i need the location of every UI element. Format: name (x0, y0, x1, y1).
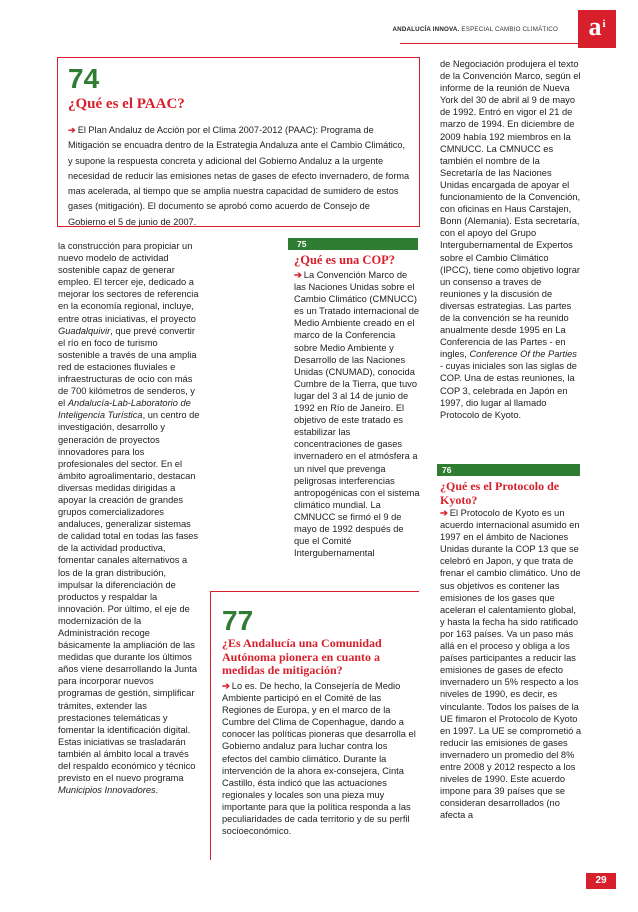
question-76-number: 76 (437, 464, 580, 476)
question-74-number: 74 (68, 63, 100, 94)
header-section-text: ESPECIAL CAMBIO CLIMÁTICO (461, 26, 558, 33)
question-77-number: 77 (222, 605, 254, 636)
question-75-number: 75 (288, 238, 418, 250)
question-77-title: ¿Es Andalucía una Comunidad Autónoma pionera en cuanto a medidas de mitigación? (222, 636, 382, 677)
header-section-bold: ANDALUCÍA INNOVA. (392, 26, 460, 33)
question-74-answer: ➔ El Plan Andaluz de Acción por el Clima 2007-2012 (PAAC): Programa de Mitigación se encuadra dentro de la Estrategia Andaluza ante el Cambio Climático, y supone la respuesta concreta y adicional del Gobierno Andaluz a la urgente necesidad de reducir las emisiones netas de gases de efecto invernadero, de forma mas acelerada, al tiempo que se amplia nuestra capacidad de sumidero de estos gases (mitigación). El documento se aprobó como acuerdo de Consejo de Gobierno el 5 de junio de 2007. (68, 125, 410, 227)
page-number: 29 (586, 873, 616, 889)
question-75-answer: ➔ La Convención Marco de las Naciones Unidas sobre el Cambio Climático (CMNUCC) es un Tratado internacional de Medio Ambiente creado en el marco de la Conferencia sobre Medio Ambiente y Desarrollo de las Naciones Unidas (CNUMAD), conocida Cumbre de la Tierra, que tuvo lugar del 3 al 14 de junio de 1992 en Río de Janeiro. El objetivo de este tratado es estabilizar las concentraciones de gases invernadero en el atmósfera a un nivel que prevenga peligrosas interferencias antropogénicas con el sistema climático mundial. La CMNUCC se firmó el 9 de mayo de 1992 después de que el Comité Intergubernamental (294, 270, 420, 559)
arrow-icon: ➔ (440, 508, 448, 518)
header-rule (400, 43, 578, 44)
question-74-title: ¿Qué es el PAAC? (68, 96, 185, 112)
question-76-title: ¿Qué es el Protocolo de Kyoto? (440, 479, 560, 507)
arrow-icon: ➔ (222, 681, 230, 691)
right-column-text: de Negociación produjera el texto de la Convención Marco, según el informe de la reunión de Nueva York del 30 de abril al 9 de mayo de 1992. Entró en vigor el 21 de marzo de 1994. En diciembre de 2009 había 192 miembros en la CMNUCC. La CMNUCC es también el nombre de la Secretaría de las Naciones Unidas encargada de apoyar el funcionamiento de la Convención, con oficinas en Haus Carstajen, Bonn (Alemania). Esta secretaría, con el apoyo del Grupo Intergubernamental de Expertos sobre el Cambio Climático (IPCC), tiene como objetivo lograr un consenso a traves de reuniones y la discusión de diversas estrategias. Las partes de la convención se ha reunido anualmente desde 1995 en La Conferencia de las Partes - en ingles, Conference Of the Parties - cuyas iniciales son las siglas de COP. Una de estas reuniones, la COP 3, celebrada en Japón en 1997, dio lugar al llamado Protocolo de Kyoto. (440, 59, 581, 420)
question-76-answer: ➔ El Protocolo de Kyoto es un acuerdo internacional asumido en 1997 en el ámbito de Naciones Unidas durante la COP 13 que se celebró en Japon, y que trata de frenar el cambio climático. Uno de sus objetivos es contener las emisiones de los gases que aceleran el calentamiento global, y hasta la fecha ha sido ratificado por 163 países. Va un paso más allá en el proceso y obliga a los países participantes a reducir las emisiones de gases de efecto invernadero un 5% respecto a los niveles de 1990, es decir, es vinculante. Todos los países de la UE fimaron el Protocolo de Kyoto en 1997. La UE se comprometió a reducir las emisiones de gases invernadero un promedio del 8% entre 2008 y 2012 respecto a los niveles de 1990. Este acuerdo impone para 39 países que se consideran desarrollados (no afecta a (440, 508, 582, 821)
question-75-title: ¿Qué es una COP? (294, 253, 396, 267)
left-column-text: la construcción para propiciar un nuevo modelo de actividad sostenible capaz de generar empleo. El tercer eje, dedicado a mejorar los sectores de referencia en la economía regional, incluye, entre otras iniciativas, el proyecto Guadalquivir, que prevé convertir el río en foco de turismo sostenible a través de una amplia red de estaciones fluviales e infraestructuras de ocio con más de 700 kilómetros de senderos, y el Andalucía-Lab-Laboratorio de Inteligencia Turística, un centro de investigación, desarrollo y generación de proyectos innovadores para los profesionales del sector. En el ámbito agroalimentario, destacan diversas medidas dirigidas a apoyar la creación de grandes grupos comercializadores andaluces, generalizar sistemas de calidad total en todas las fases de la actividad productiva, fomentar canales alternativos a los de la gran distribución, impulsar la diferenciación de productos y respaldar la innovación. Por último, el eje de modernización de la Administración recoge básicamente la ampliación de las medidas que durante los últimos años viene desarrollando la Junta para incorporar nuevos programas de gestión, simplificar trámites, extender las prestaciones telemáticas y fomentar la identificación digital. Estas iniciativas se trasladarán también al ámbito local a través del respaldo económico y técnico previsto en el nuevo programa Municipios Innovadores. (58, 241, 200, 796)
running-header (393, 26, 559, 33)
magazine-logo: $a^i$ (578, 10, 616, 48)
arrow-icon: ➔ (294, 270, 302, 280)
question-77-answer: ➔ Lo es. De hecho, la Consejería de Medio Ambiente participó en el Comité de las Regiones de Europa, y en el marco de la Cumbre del Clima de Copenhague, dando a conocer las políticas pioneras que desarrolla el Gobierno andaluz para luchar contra los efectos del cambio climático. Durante la intervención de la ahora ex-consejera, Cinta Castillo, ésta indicó que las actuaciones regionales y locales son una pieza muy importante para que la política responda a las peculiaridades de cada territorio y de su perfil socioeconómico. (222, 681, 416, 837)
arrow-icon: ➔ (68, 125, 76, 135)
